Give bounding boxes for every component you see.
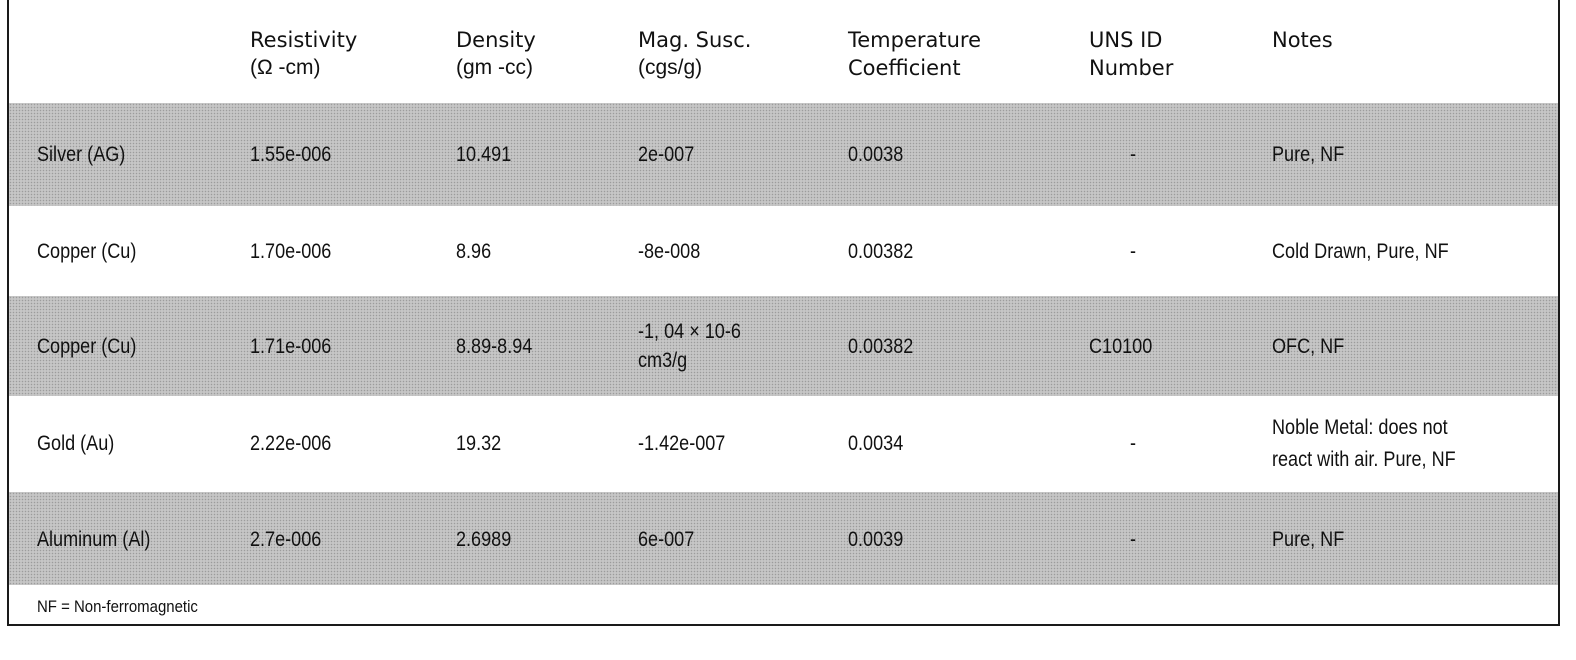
cell-uns: -: [1130, 528, 1137, 551]
cell-notes: Noble Metal: does not: [1272, 416, 1448, 439]
cell-material: Aluminum (Al): [37, 528, 151, 551]
header-notes: Notes: [1272, 28, 1333, 52]
cell-uns: -: [1130, 432, 1137, 455]
cell-uns: C10100: [1089, 335, 1153, 358]
cell-temp-coeff: 0.0039: [848, 528, 904, 551]
header-temperature-coefficient: Temperature Coefficient: [848, 28, 982, 80]
cell-resistivity: 1.55e-006: [250, 143, 332, 166]
material-properties-table: [7, 0, 1560, 626]
cell-temp-coeff: 0.00382: [848, 335, 914, 358]
cell-density: 2.6989: [456, 528, 512, 551]
cell-material: Copper (Cu): [37, 240, 137, 263]
cell-density: 8.96: [456, 240, 492, 263]
cell-resistivity: 1.71e-006: [250, 335, 332, 358]
cell-mag-susc: 2e-007: [638, 143, 695, 166]
table-row: [9, 103, 1558, 206]
cell-resistivity: 2.7e-006: [250, 528, 322, 551]
cell-temp-coeff: 0.0038: [848, 143, 904, 166]
header-uns-id-number: UNS ID Number: [1089, 28, 1174, 80]
cell-uns: -: [1130, 240, 1137, 263]
cell-notes: Pure, NF: [1272, 528, 1345, 551]
cell-mag-susc-unit: cm3/g: [638, 349, 688, 372]
cell-temp-coeff: 0.00382: [848, 240, 914, 263]
cell-material: Gold (Au): [37, 432, 115, 455]
cell-temp-coeff: 0.0034: [848, 432, 904, 455]
cell-mag-susc: -8e-008: [638, 240, 701, 263]
cell-uns: -: [1130, 143, 1137, 166]
header-resistivity: Resistivity (Ω -cm): [250, 28, 358, 79]
cell-notes: Pure, NF: [1272, 143, 1345, 166]
cell-notes-line2: react with air. Pure, NF: [1272, 448, 1456, 471]
cell-mag-susc: 6e-007: [638, 528, 695, 551]
table-row: [9, 396, 1558, 492]
table-header-row: [9, 0, 1558, 102]
table-row: [9, 492, 1558, 585]
cell-resistivity: 1.70e-006: [250, 240, 332, 263]
header-mag-susc: Mag. Susc. (cgs/g): [638, 28, 752, 79]
cell-resistivity: 2.22e-006: [250, 432, 332, 455]
table-row: [9, 206, 1558, 296]
cell-notes: Cold Drawn, Pure, NF: [1272, 240, 1449, 263]
cell-material: Copper (Cu): [37, 335, 137, 358]
cell-density: 8.89-8.94: [456, 335, 533, 358]
cell-density: 10.491: [456, 143, 512, 166]
cell-mag-susc: -1, 04 × 10-6: [638, 320, 741, 343]
cell-material: Silver (AG): [37, 143, 126, 166]
cell-notes: OFC, NF: [1272, 335, 1345, 358]
header-density: Density (gm -cc): [456, 28, 536, 79]
table-row: [9, 296, 1558, 396]
cell-mag-susc: -1.42e-007: [638, 432, 726, 455]
cell-density: 19.32: [456, 432, 502, 455]
footnote: NF = Non-ferromagnetic: [37, 597, 198, 616]
